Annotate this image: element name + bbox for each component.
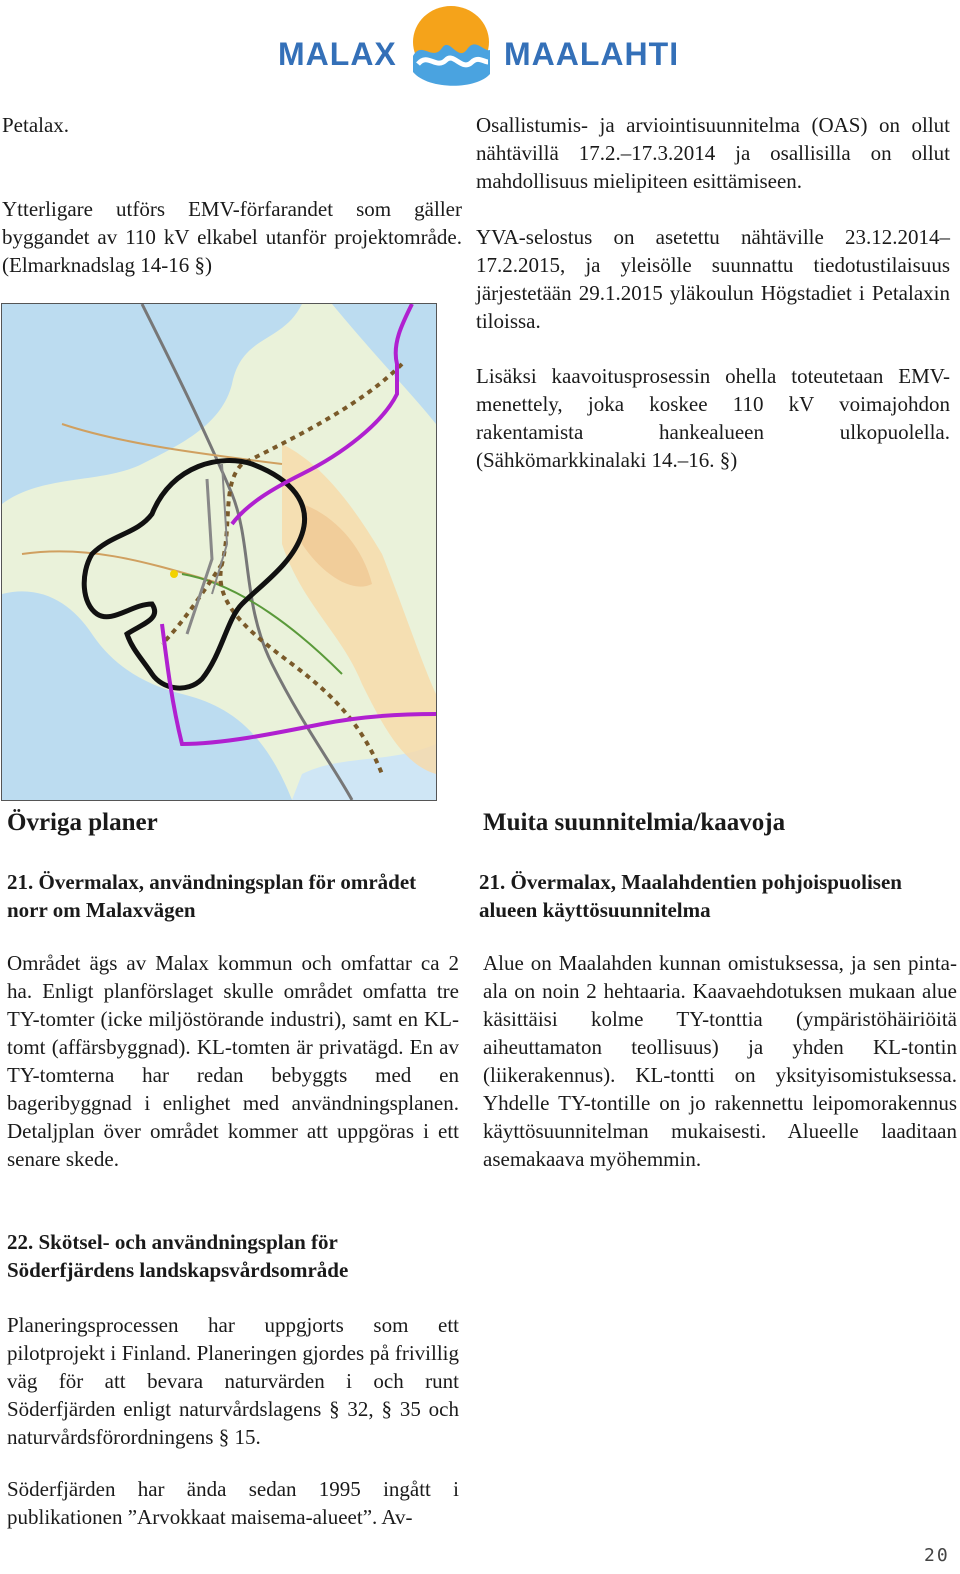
sv-item-22-heading: 22. Skötsel- och användningsplan för Söderfjärdens landskapsvårdsområde — [7, 1230, 349, 1282]
logo-text-malax: MALAX — [278, 36, 397, 72]
project-map-figure — [2, 304, 436, 800]
page-number: 20 — [924, 1545, 950, 1566]
sv-section-heading: Övriga planer — [7, 809, 158, 836]
left-intro-p2: Ytterligare utförs EMV-förfarandet som gäller byggandet av 110 kV elkabel utanför projektområde. (Elmarknadslag 14-16 §) — [2, 197, 462, 277]
fi-item-21-heading: 21. Övermalax, Maalahdentien pohjoispuolisen alueen käyttösuunnitelma — [479, 870, 902, 922]
sv-item-21-heading: 21. Övermalax, användningsplan för området norr om Malaxvägen — [7, 870, 417, 922]
sv-item-22-p1: Planeringsprocessen har uppgjorts som ett pilotprojekt i Finland. Planeringen gjordes på frivillig väg för att bevara naturvärden i och runt Söderfjärden enligt naturvårdslagens § 32, § 35 och naturvårdsförordningens § 15. — [7, 1313, 459, 1449]
fi-item-21-text: Alue on Maalahden kunnan omistuksessa, ja sen pinta-ala on noin 2 hehtaaria. Kaavaehdotuksen mukaan alue käsittäisi kolme TY-tonttia (ympäristöhäiriöitä aiheuttamaton teollisuus) ja yhden KL-tontin (liikerakennus). KL-tontti on yksityisomistuksessa. Yhdelle TY-tontille on jo rakennettu leipomorakennus käyttösuunnitelman mukaisesti. Alueelle laaditaan asemakaava myöhemmin. — [483, 951, 957, 1171]
logo-text-maalahti: MAALAHTI — [504, 36, 680, 72]
logo-wave-icon — [406, 4, 496, 88]
right-intro-p1: Osallistumis- ja arviointisuunnitelma (OAS) on ollut nähtävillä 17.2.–17.3.2014 ja osallisilla on ollut mahdollisuus mielipiteen esittämiseen. — [476, 113, 950, 193]
left-intro-p1: Petalax. — [2, 113, 70, 137]
fi-section-heading: Muita suunnitelmia/kaavoja — [483, 809, 786, 836]
right-intro-p2: YVA-selostus on asetettu nähtäville 23.12.2014–17.2.2015, ja yleisölle suunnattu tiedotustilaisuus järjestetään 29.1.2015 yläkoulun Högstadiet i Petalaxin tiloissa. — [476, 225, 950, 333]
sv-item-22-p2: Söderfjärden har ända sedan 1995 ingått i publikationen ”Arvokkaat maisema-alueet”. Av- — [7, 1477, 459, 1529]
header-logo — [276, 4, 686, 90]
right-intro-p3: Lisäksi kaavoitusprosessin ohella toteutetaan EMV-menettely, joka koskee 110 kV voimajohdon rakentamista hankealueen ulkopuolella. (Sähkömarkkinalaki 14.–16. §) — [476, 364, 950, 472]
sv-item-21-text: Området ägs av Malax kommun och omfattar ca 2 ha. Enligt planförslaget skulle området omfatta tre TY-tomter (icke miljöstörande industri), samt en KL-tomt (affärsbyggnad). KL-tomten är privatägd. En av TY-tomterna har redan bebyggts med en bageribyggnad i enlighet med användningsplanen. Detaljplan över området kommer att uppgöras i ett senare skede. — [7, 951, 459, 1171]
project-map — [1, 303, 437, 801]
